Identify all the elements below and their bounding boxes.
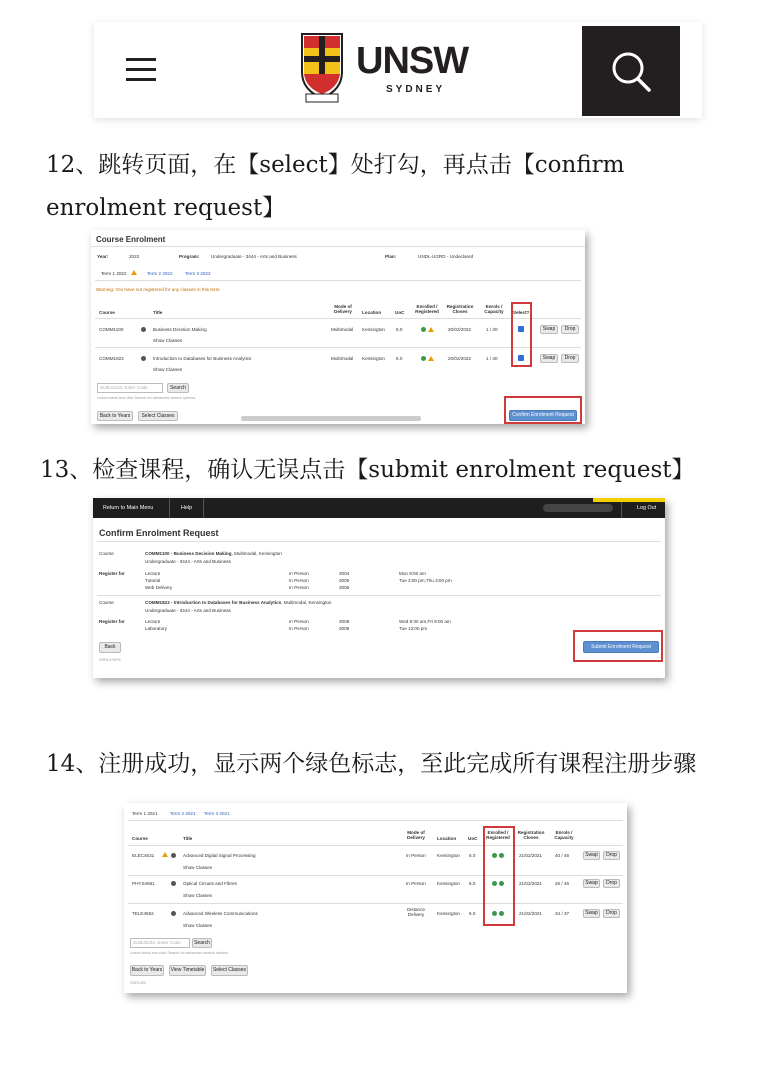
drop-button[interactable]: Drop — [603, 879, 620, 888]
capacity-value: 1 / 30 — [486, 327, 498, 332]
col-course: Course — [132, 836, 148, 841]
enrolled-status-highlight — [483, 826, 515, 926]
course-uoc: 6.0 — [396, 327, 403, 332]
step-12-caption-line1: 12、跳转页面，在【select】处打勾，再点击【confirm — [46, 152, 625, 178]
course-code: PHYS4661 — [132, 881, 155, 886]
search-placeholder: SUBJ1234, Enter Code — [100, 385, 148, 390]
back-to-years-button[interactable]: Back to Years — [97, 411, 133, 421]
class-number: 3006 — [339, 585, 350, 590]
course-name: COMM1100 - Business Decision Making — [145, 551, 232, 556]
year-value: 2022 — [129, 254, 140, 259]
reg-closes-date: 20/02/2022 — [448, 327, 471, 332]
program-value: Undergraduate - 3444 - Arts and Business — [211, 254, 297, 259]
step-12-caption-line2: enrolment request】 — [46, 195, 286, 221]
blurred-user-name — [543, 504, 613, 512]
course-mode: Multimodal — [331, 327, 354, 332]
accent-stripe — [593, 498, 665, 502]
capacity-value: 26 / 46 — [555, 881, 570, 886]
course-program: Undergraduate - 3444 - Arts and Business — [145, 608, 231, 613]
hamburger-menu-icon[interactable] — [126, 58, 156, 80]
drop-button[interactable]: Drop — [561, 354, 579, 363]
course-code: ELEC4631 — [132, 853, 155, 858]
info-icon[interactable] — [171, 911, 176, 916]
class-time: Tue 12:00 pm — [399, 626, 428, 631]
tab-term3[interactable]: Term 3 2022 — [185, 271, 211, 276]
tab-term1[interactable]: Term 1 2021 — [132, 811, 158, 816]
course-code: COMM1822 — [99, 356, 124, 361]
class-number: 3009 — [339, 626, 350, 631]
top-menu-bar — [93, 498, 665, 518]
enrolment-success-screenshot — [124, 803, 627, 993]
unsw-crest-icon — [300, 32, 344, 104]
warning-icon — [428, 356, 434, 361]
info-icon[interactable] — [171, 881, 176, 886]
search-icon — [582, 26, 680, 116]
class-time: Mon 9:00 am — [399, 571, 426, 576]
select-highlight — [511, 302, 532, 367]
logo-subtitle: SYDNEY — [386, 84, 446, 95]
class-number: 3008 — [339, 619, 350, 624]
course-code: TELE4652 — [132, 911, 154, 916]
col-course: Course — [99, 310, 115, 315]
drop-button[interactable]: Drop — [603, 909, 620, 918]
course-title: Business Decision Making — [153, 327, 207, 332]
course-location: Kensington — [437, 911, 460, 916]
course-details: , Multimodal, Kensington — [231, 551, 282, 556]
main-menu-link[interactable]: Return to Main Menu — [103, 505, 154, 511]
info-icon[interactable] — [141, 356, 146, 361]
tab-term3[interactable]: Term 3 2021 — [204, 811, 230, 816]
col-title: Title — [153, 310, 163, 315]
page-footer-code: SSRL000 — [130, 981, 147, 985]
course-title: Advanced Digital Signal Processing — [183, 853, 256, 858]
page-title: Confirm Enrolment Request — [99, 528, 219, 538]
back-button[interactable]: Back — [99, 642, 121, 653]
course-label: Course — [99, 600, 114, 605]
back-to-years-button[interactable]: Back to Years — [130, 965, 164, 976]
reg-closes-date: 21/02/2021 — [519, 881, 542, 886]
plan-label: Plan: — [385, 254, 397, 259]
col-reg-closes: Registration Closes — [517, 830, 545, 840]
course-title: Advanced Wireless Communications — [183, 911, 258, 916]
submit-highlight — [573, 630, 663, 662]
drop-button[interactable]: Drop — [561, 325, 579, 334]
class-type: Lecture — [145, 571, 161, 576]
col-enrolled: Enrolled / Registered — [486, 830, 510, 840]
search-hint: Leave blank and click Search for advanced search options. — [97, 396, 197, 400]
col-uoc: UoC — [468, 836, 478, 841]
show-classes-link[interactable]: Show Classes — [153, 338, 183, 343]
course-mode: In Person — [406, 853, 426, 858]
class-time: Wed 9:00 am,Fri 9:00 am — [399, 619, 451, 624]
warning-icon — [428, 327, 434, 332]
course-mode: Distance Delivery — [407, 907, 425, 917]
search-button[interactable]: Search — [192, 938, 212, 948]
show-classes-link[interactable]: Show Classes — [183, 893, 213, 898]
year-label: Year: — [97, 254, 109, 259]
col-enrols: Enrols / Capacity — [554, 830, 574, 840]
logo-wordmark: UNSW — [356, 40, 469, 82]
course-uoc: 6.0 — [469, 911, 476, 916]
col-mode: Mode of Delivery — [407, 830, 425, 840]
col-location: Location — [362, 310, 382, 315]
course-program: Undergraduate - 3444 - Arts and Business — [145, 559, 231, 564]
class-number: 3005 — [339, 578, 350, 583]
swap-button[interactable]: Swap — [583, 909, 600, 918]
show-classes-link[interactable]: Show Classes — [153, 367, 183, 372]
confirm-highlight — [504, 396, 582, 424]
info-icon[interactable] — [171, 853, 176, 858]
class-type: Laboratory — [145, 626, 167, 631]
col-reg-closes: Registration Closes — [446, 304, 474, 314]
course-title: Introduction to Databases for Business Analytics — [153, 356, 252, 361]
col-uoc: UoC — [395, 310, 405, 315]
col-mode: Mode of Delivery — [334, 304, 352, 314]
class-type: Web Delivery — [145, 585, 173, 590]
swap-button[interactable]: Swap — [540, 354, 558, 363]
course-code: COMM1100 — [99, 327, 124, 332]
class-type: Lecture — [145, 619, 161, 624]
col-enrolled: Enrolled / Registered — [415, 304, 439, 314]
info-icon[interactable] — [141, 327, 146, 332]
search-button[interactable] — [582, 26, 680, 116]
program-label: Program: — [179, 254, 200, 259]
view-timetable-button[interactable]: View Timetable — [169, 965, 206, 976]
confirm-request-screenshot — [93, 498, 665, 678]
step-14-caption: 14、注册成功，显示两个绿色标志，至此完成所有课程注册步骤 — [46, 751, 697, 777]
tab-term2[interactable]: Term 2 2021 — [170, 811, 196, 816]
page-footer-code: SSRL070PN — [99, 658, 121, 662]
show-classes-link[interactable]: Show Classes — [183, 923, 213, 928]
show-classes-link[interactable]: Show Classes — [183, 865, 213, 870]
col-location: Location — [437, 836, 457, 841]
drop-button[interactable]: Drop — [603, 851, 620, 860]
search-hint: Leave blank and click Search for advanced search options. — [130, 951, 230, 955]
logout-link[interactable]: Log Out — [637, 505, 657, 511]
class-time: Tue 3:00 pm,Thu 3:00 pm — [399, 578, 452, 583]
enrolled-status-icon — [421, 356, 426, 361]
warning-message: Warning: You have not registered for any classes in this term. — [96, 287, 221, 292]
enrolled-status-icon — [421, 327, 426, 332]
warning-icon — [162, 852, 168, 857]
tab-term2[interactable]: Term 2 2022 — [147, 271, 173, 276]
swap-button[interactable]: Swap — [583, 851, 600, 860]
class-mode: In Person — [289, 619, 309, 624]
course-uoc: 6.0 — [469, 853, 476, 858]
course-location: Kensington — [362, 356, 385, 361]
col-enrols: Enrols / Capacity — [484, 304, 504, 314]
course-location: Kensington — [437, 881, 460, 886]
confirm-enrolment-request-button[interactable]: Confirm Enrolment Request — [509, 410, 577, 421]
course-details: , Multimodal, Kensington — [281, 600, 332, 605]
reg-closes-date: 20/02/2022 — [448, 356, 471, 361]
register-label: Register for — [99, 619, 125, 624]
course-location: Kensington — [437, 853, 460, 858]
class-mode: In Person — [289, 571, 309, 576]
course-uoc: 6.0 — [469, 881, 476, 886]
swap-button[interactable]: Swap — [583, 879, 600, 888]
class-type: Tutorial — [145, 578, 161, 583]
horizontal-scrollbar[interactable] — [241, 416, 421, 421]
course-enrolment-screenshot — [91, 230, 585, 424]
col-title: Title — [183, 836, 193, 841]
col-select: Select? — [513, 310, 530, 315]
capacity-value: 1 / 30 — [486, 356, 498, 361]
site-header — [94, 22, 702, 118]
unsw-logo[interactable] — [300, 32, 480, 108]
course-name: COMM1822 - Introduction to Databases for Business Analytics — [145, 600, 282, 605]
reg-closes-date: 21/02/2021 — [519, 911, 542, 916]
step-13-caption: 13、检查课程，确认无误点击【submit enrolment request】 — [40, 457, 695, 483]
help-link[interactable]: Help — [181, 505, 193, 511]
course-mode: In Person — [406, 881, 426, 886]
class-mode: In Person — [289, 585, 309, 590]
class-mode: In Person — [289, 626, 309, 631]
course-label: Course — [99, 551, 114, 556]
page-title: Course Enrolment — [96, 235, 166, 244]
search-button[interactable]: Search — [167, 383, 189, 393]
capacity-value: 40 / 46 — [555, 853, 570, 858]
register-label: Register for — [99, 571, 125, 576]
capacity-value: 34 / 37 — [555, 911, 570, 916]
tab-term1[interactable]: Term 1 2022 — [101, 271, 127, 276]
search-placeholder: SUBJ1234, Enter Code — [133, 940, 181, 945]
select-classes-button[interactable]: Select Classes — [138, 411, 178, 421]
course-search-input[interactable] — [130, 938, 190, 948]
course-search-input[interactable] — [97, 383, 163, 393]
plan-value: UNDL-UGRD - Undeclared — [418, 254, 474, 259]
submit-enrolment-request-button[interactable]: Submit Enrolment Request — [583, 641, 659, 653]
reg-closes-date: 21/02/2021 — [519, 853, 542, 858]
course-title: Optical Circuits and Fibres — [183, 881, 237, 886]
course-uoc: 6.0 — [396, 356, 403, 361]
class-number: 3004 — [339, 571, 350, 576]
select-classes-button[interactable]: Select Classes — [211, 965, 248, 976]
swap-button[interactable]: Swap — [540, 325, 558, 334]
warning-icon — [131, 270, 137, 275]
course-location: Kensington — [362, 327, 385, 332]
course-mode: Multimodal — [331, 356, 354, 361]
class-mode: In Person — [289, 578, 309, 583]
